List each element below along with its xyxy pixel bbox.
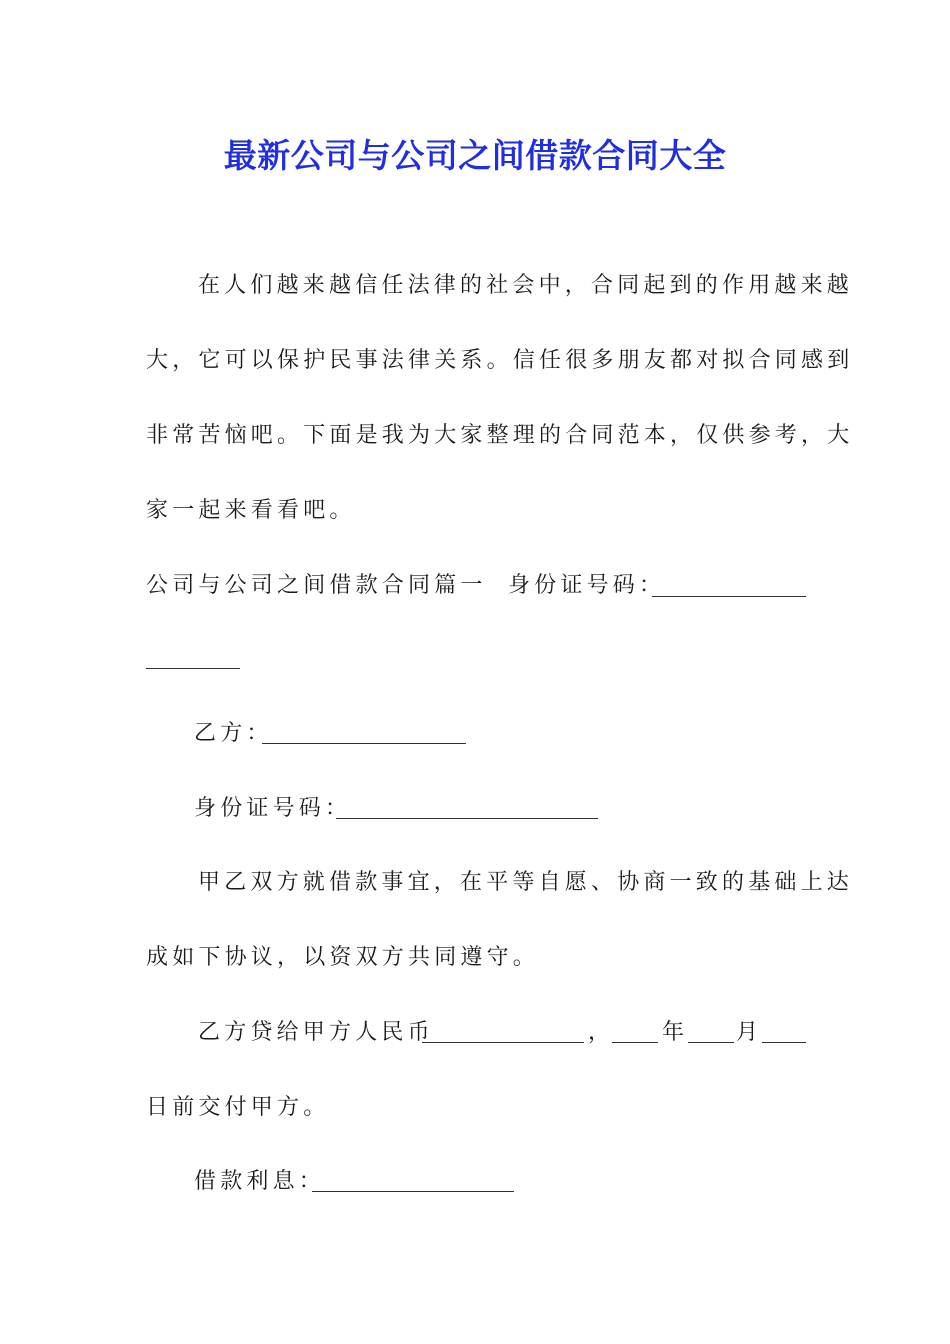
id-number-blank-1 <box>652 576 806 597</box>
document-title: 最新公司与公司之间借款合同大全 <box>223 136 727 175</box>
section-heading: 公司与公司之间借款合同篇一 <box>146 573 487 598</box>
month-label: 月 <box>736 1020 763 1045</box>
intro-line-3: 非常苦恼吧。下面是我为大家整理的合同范本，仅供参考，大 <box>146 423 854 448</box>
loan-clause-suffix: 日前交付甲方。 <box>146 1095 330 1120</box>
id-number-label-2: 身份证号码： <box>194 796 352 821</box>
interest-label: 借款利息： <box>194 1169 326 1194</box>
month-blank <box>688 1022 734 1043</box>
year-blank <box>612 1022 658 1043</box>
loan-clause-prefix: 乙方贷给甲方人民币 <box>198 1020 434 1045</box>
agreement-line-2: 成如下协议，以资双方共同遵守。 <box>146 945 540 970</box>
intro-line-4: 家一起来看看吧。 <box>146 498 356 523</box>
agreement-line-1: 甲乙双方就借款事宜，在平等自愿、协商一致的基础上达 <box>198 870 854 895</box>
loan-clause-comma: ， <box>588 1020 615 1045</box>
intro-line-1: 在人们越来越信任法律的社会中，合同起到的作用越来越 <box>198 273 854 298</box>
intro-line-2: 大，它可以保护民事法律关系。信任很多朋友都对拟合同感到 <box>146 348 854 373</box>
id-number-label-1: 身份证号码： <box>508 573 666 598</box>
year-label: 年 <box>662 1020 689 1045</box>
interest-blank <box>312 1171 514 1192</box>
party-b-label: 乙方： <box>194 721 273 746</box>
party-b-blank <box>262 723 466 744</box>
day-blank <box>762 1022 806 1043</box>
id-number-blank-2 <box>336 798 598 819</box>
loan-amount-blank <box>422 1022 584 1043</box>
id-number-blank-1-continued <box>146 648 240 669</box>
